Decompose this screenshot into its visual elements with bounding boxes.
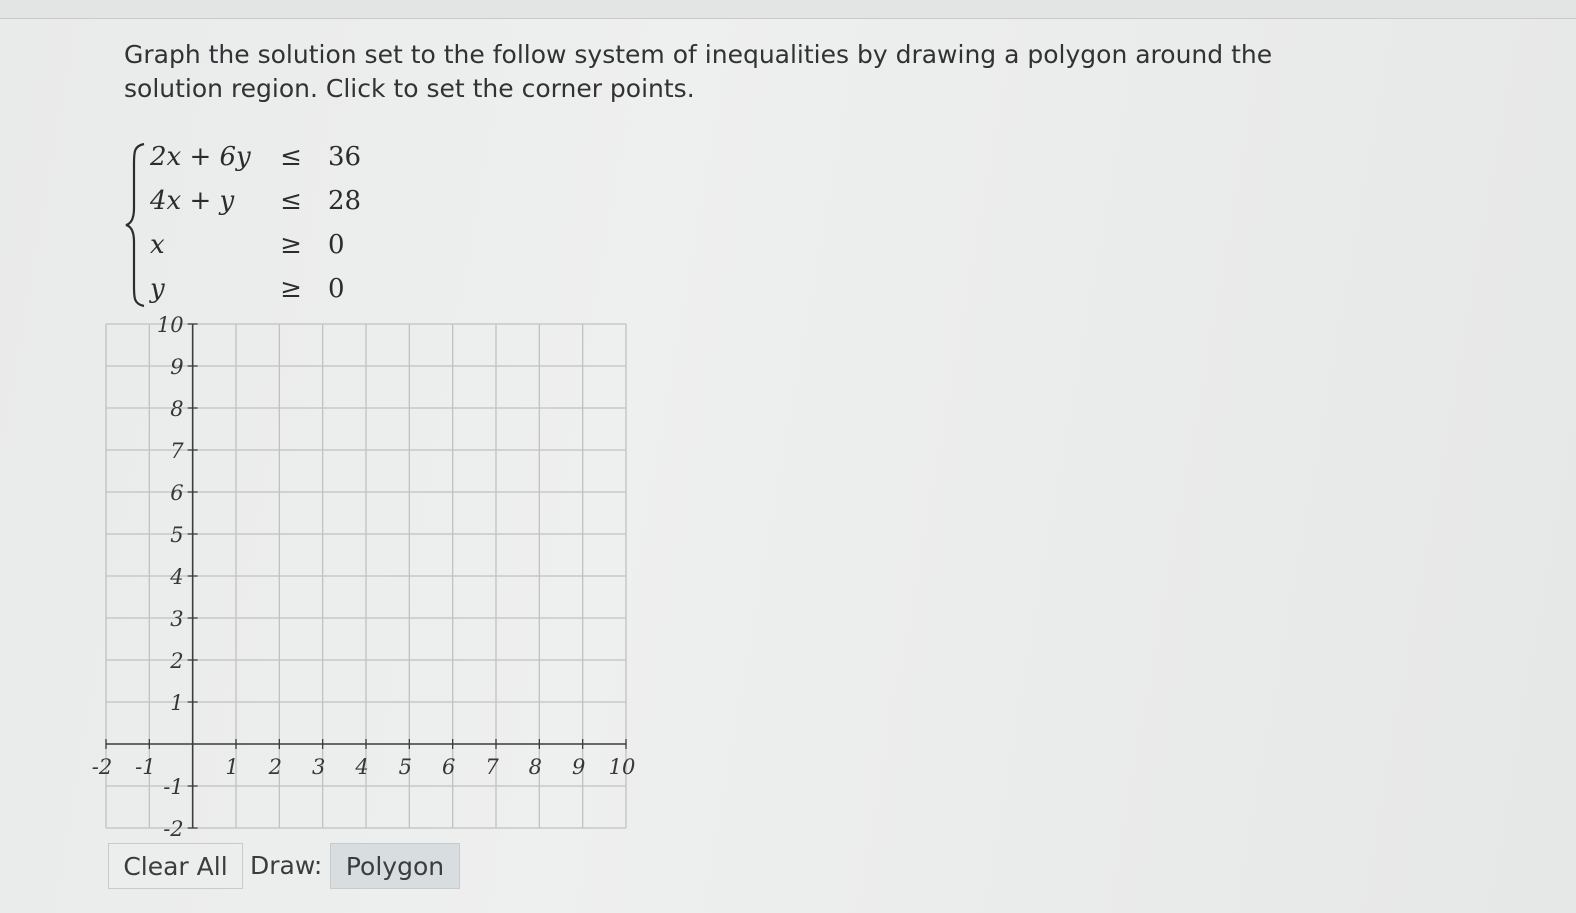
inequality-rhs: 28: [328, 186, 362, 216]
x-axis-tick-label: 2: [268, 755, 283, 779]
y-axis-tick-label: 9: [170, 355, 184, 379]
y-axis-tick-label: -2: [163, 817, 184, 841]
x-axis-tick-label: 10: [608, 755, 636, 779]
inequality-system: [124, 138, 384, 310]
clear-all-button[interactable]: Clear All: [108, 843, 243, 889]
inequality-relation: ≥: [280, 274, 302, 304]
left-brace-icon: [124, 142, 148, 308]
inequality-rhs: 0: [328, 230, 345, 260]
inequality-lhs: 4x + y: [150, 186, 235, 216]
question-instructions: Graph the solution set to the follow system of inequalities by drawing a polygon around the solution region. Click to set the corner points.: [124, 40, 1273, 103]
y-axis-tick-label: 6: [170, 481, 184, 505]
inequality-rhs: 36: [328, 142, 362, 172]
inequality-lhs: 2x + 6y: [150, 142, 251, 172]
x-axis-tick-label: -1: [135, 755, 156, 779]
y-axis-tick-label: 8: [170, 397, 184, 421]
inequality-lhs: y: [150, 274, 165, 304]
x-axis-tick-label: 4: [355, 755, 369, 779]
draw-mode-label: Draw:: [250, 851, 323, 880]
x-axis-tick-label: 1: [225, 755, 239, 779]
x-axis-tick-label: 5: [398, 755, 413, 779]
y-axis-tick-label: 10: [156, 313, 184, 337]
x-axis-tick-label: -2: [91, 755, 113, 779]
graph-canvas[interactable]: [91, 312, 640, 842]
y-axis-tick-label: 7: [170, 439, 184, 463]
inequality-relation: ≥: [280, 230, 302, 260]
inequality-lhs: x: [150, 230, 165, 260]
y-axis-tick-label: -1: [163, 775, 184, 799]
y-axis-tick-label: 3: [170, 607, 184, 631]
top-divider: [0, 0, 1576, 19]
y-axis-tick-label: 5: [170, 523, 184, 547]
y-axis-tick-label: 4: [170, 565, 184, 589]
x-axis-tick-label: 6: [441, 755, 456, 779]
inequality-rhs: 0: [328, 274, 345, 304]
polygon-tool-button[interactable]: Polygon: [330, 843, 460, 889]
x-axis-tick-label: 3: [311, 755, 326, 779]
x-axis-tick-label: 7: [485, 755, 499, 779]
y-axis-tick-label: 1: [170, 691, 184, 715]
inequality-relation: ≤: [280, 186, 302, 216]
x-axis-tick-label: 8: [528, 755, 543, 779]
y-axis-tick-label: 2: [170, 649, 184, 673]
inequality-relation: ≤: [280, 142, 302, 172]
x-axis-tick-label: 9: [571, 755, 586, 779]
